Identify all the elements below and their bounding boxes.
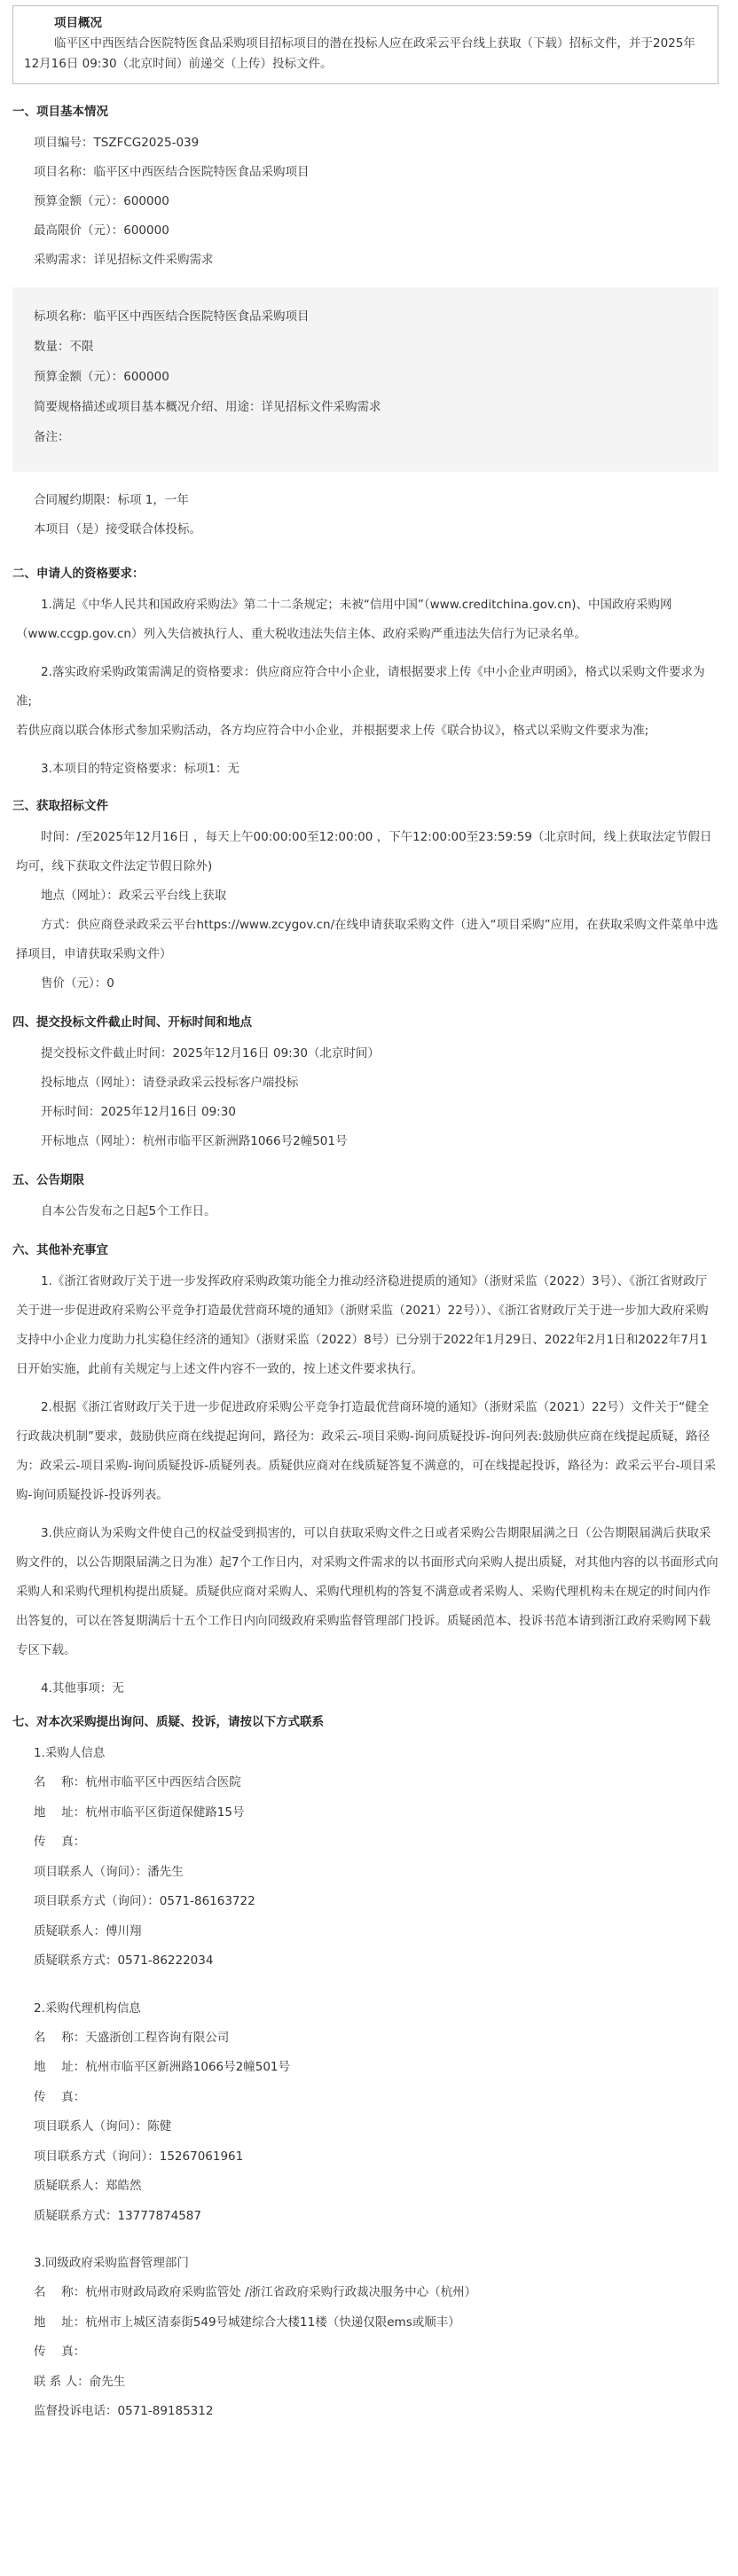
section-title-qualification: 二、申请人的资格要求： bbox=[12, 567, 145, 581]
contact-group-title: 3.同级政府采购监督管理部门 bbox=[34, 2256, 189, 2270]
contact-group-title: 1.采购人信息 bbox=[34, 1746, 106, 1760]
lot-info-line: 备注： bbox=[34, 430, 70, 444]
get-docs-line: 售价（元）：0 bbox=[41, 976, 114, 990]
contact-line: 联 系 人：俞先生 bbox=[34, 2374, 126, 2389]
section-title-basic-info: 一、项目基本情况 bbox=[12, 105, 108, 119]
lot-info-line: 标项名称：临平区中西医结合医院特医食品采购项目 bbox=[34, 309, 310, 324]
lot-info-line: 数量：不限 bbox=[34, 340, 94, 354]
contact-line: 传 真： bbox=[34, 2089, 86, 2104]
notice-period-text: 自本公告发布之日起5个工作日。 bbox=[41, 1204, 216, 1218]
section-title-contacts: 七、对本次采购提出询问、质疑、投诉，请按以下方式联系 bbox=[12, 1715, 324, 1729]
section-title-notice-period: 五、公告期限 bbox=[12, 1173, 84, 1187]
contact-line: 地 址：杭州市临平区新洲路1066号2幢501号 bbox=[34, 2060, 291, 2074]
contact-line: 传 真： bbox=[34, 1835, 86, 1849]
lot-info-box bbox=[12, 287, 718, 472]
other-matters-para-3: 3.供应商认为采购文件使自己的权益受到损害的，可以自获取采购文件之日或者采购公告期限届满之日（公告期限届满后获取采购文件的，以公告期限届满之日为准）起7个工作日内，对采购文件需求的以书面形式向采购人提出质疑，对其他内容的以书面形式向采购人和采购代理机构提出质疑。质疑供应商对采购人、采购代理机构的答复不满意或者采购人、采购代理机构未在规定的时间内作出答复的，可以在答复期满后十五个工作日内向同级政府采购监督管理部门投诉。质疑函范本、投诉书范本请到浙江政府采购网下载专区下载。 bbox=[16, 1526, 718, 1657]
qualification-para-3: 3.本项目的特定资格要求：标项1：无 bbox=[41, 762, 239, 776]
qualification-para-1: 1.满足《中华人民共和国政府采购法》第二十二条规定；未被“信用中国”（www.creditchina.gov.cn)、中国政府采购网（www.ccgp.gov.cn）列入失信被执行人、重大税收违法失信主体、政府采购严重违法失信行为记录名单。 bbox=[16, 598, 672, 641]
basic-info-line: 采购需求：详见招标文件采购需求 bbox=[34, 253, 214, 267]
contact-line: 质疑联系方式：0571-86222034 bbox=[34, 1954, 214, 1968]
basic-info-line: 预算金额（元）：600000 bbox=[34, 194, 169, 208]
contact-group-title: 2.采购代理机构信息 bbox=[34, 2001, 141, 2016]
contact-line: 项目联系方式（询问）：15267061961 bbox=[34, 2149, 244, 2164]
contact-line: 名 称：杭州市财政局政府采购监管处 /浙江省政府采购行政裁决服务中心（杭州） bbox=[34, 2285, 477, 2299]
other-matters-para-1: 1.《浙江省财政厅关于进一步发挥政府采购政策功能全力推动经济稳进提质的通知》（浙财采监（2022）3号）、《浙江省财政厅关于进一步促进政府采购公平竞争打造最优营商环境的通知》（浙财采监（2021）22号））、《浙江省财政厅关于进一步加大政府采购支持中小企业力度助力扎实稳住经济的通知》（浙财采监（2022）8号）已分别于2022年1月29日、2022年2月1日和2022年7月1日开始实施，此前有关规定与上述文件内容不一致的，按上述文件要求执行。 bbox=[16, 1274, 709, 1376]
project-overview-box bbox=[12, 5, 718, 84]
deadline-line: 投标地点（网址）：请登录政采云投标客户端投标 bbox=[41, 1076, 299, 1090]
contact-line: 名 称：杭州市临平区中西医结合医院 bbox=[34, 1775, 241, 1789]
get-docs-line: 时间：/至2025年12月16日 ，每天上午00:00:00至12:00:00 ，下午12:00:00至23:59:59（北京时间，线上获取法定节假日均可，线下获取文件法定节假日除外) bbox=[16, 830, 712, 873]
deadline-line: 开标时间：2025年12月16日 09:30 bbox=[41, 1105, 236, 1119]
overview-text: 临平区中西医结合医院特医食品采购项目招标项目的潜在投标人应在政采云平台线上获取（下载）招标文件，并于2025年12月16日 09:30（北京时间）前递交（上传）投标文件。 bbox=[24, 36, 695, 71]
contact-line: 名 称：天盛浙创工程咨询有限公司 bbox=[34, 2030, 230, 2045]
deadline-line: 开标地点（网址）：杭州市临平区新洲路1066号2幢501号 bbox=[41, 1134, 348, 1148]
contact-line: 质疑联系方式：13777874587 bbox=[34, 2208, 201, 2223]
qualification-para-2b: 若供应商以联合体形式参加采购活动，各方均应符合中小企业，并根据要求上传《联合协议》，格式以采购文件要求为准; bbox=[16, 724, 649, 738]
contact-line: 项目联系人（询问）：陈健 bbox=[34, 2119, 172, 2134]
basic-info-line: 项目名称：临平区中西医结合医院特医食品采购项目 bbox=[34, 165, 310, 179]
overview-title: 项目概况 bbox=[54, 16, 102, 30]
other-matters-para-4: 4.其他事项：无 bbox=[41, 1681, 124, 1695]
contact-line: 项目联系方式（询问）：0571-86163722 bbox=[34, 1894, 255, 1908]
contact-line: 质疑联系人：郑皓然 bbox=[34, 2179, 142, 2193]
get-docs-line: 地点（网址）：政采云平台线上获取 bbox=[41, 889, 227, 903]
contact-line: 质疑联系人：傅川翔 bbox=[34, 1923, 142, 1938]
contact-line: 地 址：杭州市上城区清泰街549号城建综合大楼11楼（快递仅限ems或顺丰） bbox=[34, 2314, 460, 2329]
contract-term: 合同履约期限：标项 1，一年 bbox=[34, 493, 189, 507]
section-title-get-docs: 三、获取招标文件 bbox=[12, 799, 108, 813]
section-title-deadline: 四、提交投标文件截止时间、开标时间和地点 bbox=[12, 1015, 252, 1030]
consortium-note: 本项目（是）接受联合体投标。 bbox=[34, 522, 201, 536]
contact-line: 监督投诉电话：0571-89185312 bbox=[34, 2404, 214, 2418]
other-matters-para-2: 2.根据《浙江省财政厅关于进一步促进政府采购公平竞争打造最优营商环境的通知》（浙财采监（2021）22号）文件关于“健全行政裁决机制”要求，鼓励供应商在线提起询问，路径为：政采云-项目采购-询问质疑投诉-询问列表:鼓励供应商在线提起质疑，路径为：政采云-项目采购-询问质疑投诉-质疑列表。质疑供应商对在线质疑答复不满意的，可在线提起投诉，路径为：政采云平台-项目采购-询问质疑投诉-投诉列表。 bbox=[16, 1400, 716, 1502]
contact-line: 传 真： bbox=[34, 2345, 86, 2359]
get-docs-line: 方式：供应商登录政采云平台https://www.zcygov.cn/在线申请获取采购文件（进入“项目采购”应用，在获取采购文件菜单中选择项目，申请获取采购文件） bbox=[16, 918, 718, 961]
qualification-para-2: 2.落实政府采购政策需满足的资格要求：供应商应符合中小企业，请根据要求上传《中小企业声明函》，格式以采购文件要求为准; bbox=[16, 665, 705, 709]
section-title-other-matters: 六、其他补充事宜 bbox=[12, 1243, 108, 1257]
contact-line: 地 址：杭州市临平区街道保健路15号 bbox=[34, 1805, 245, 1820]
lot-info-line: 简要规格描述或项目基本概况介绍、用途：详见招标文件采购需求 bbox=[34, 400, 381, 414]
basic-info-line: 最高限价（元）：600000 bbox=[34, 223, 169, 238]
lot-info-line: 预算金额（元）：600000 bbox=[34, 370, 169, 384]
deadline-line: 提交投标文件截止时间：2025年12月16日 09:30（北京时间） bbox=[41, 1046, 380, 1061]
basic-info-line: 项目编号：TSZFCG2025-039 bbox=[34, 136, 200, 150]
contact-line: 项目联系人（询问）：潘先生 bbox=[34, 1864, 184, 1879]
